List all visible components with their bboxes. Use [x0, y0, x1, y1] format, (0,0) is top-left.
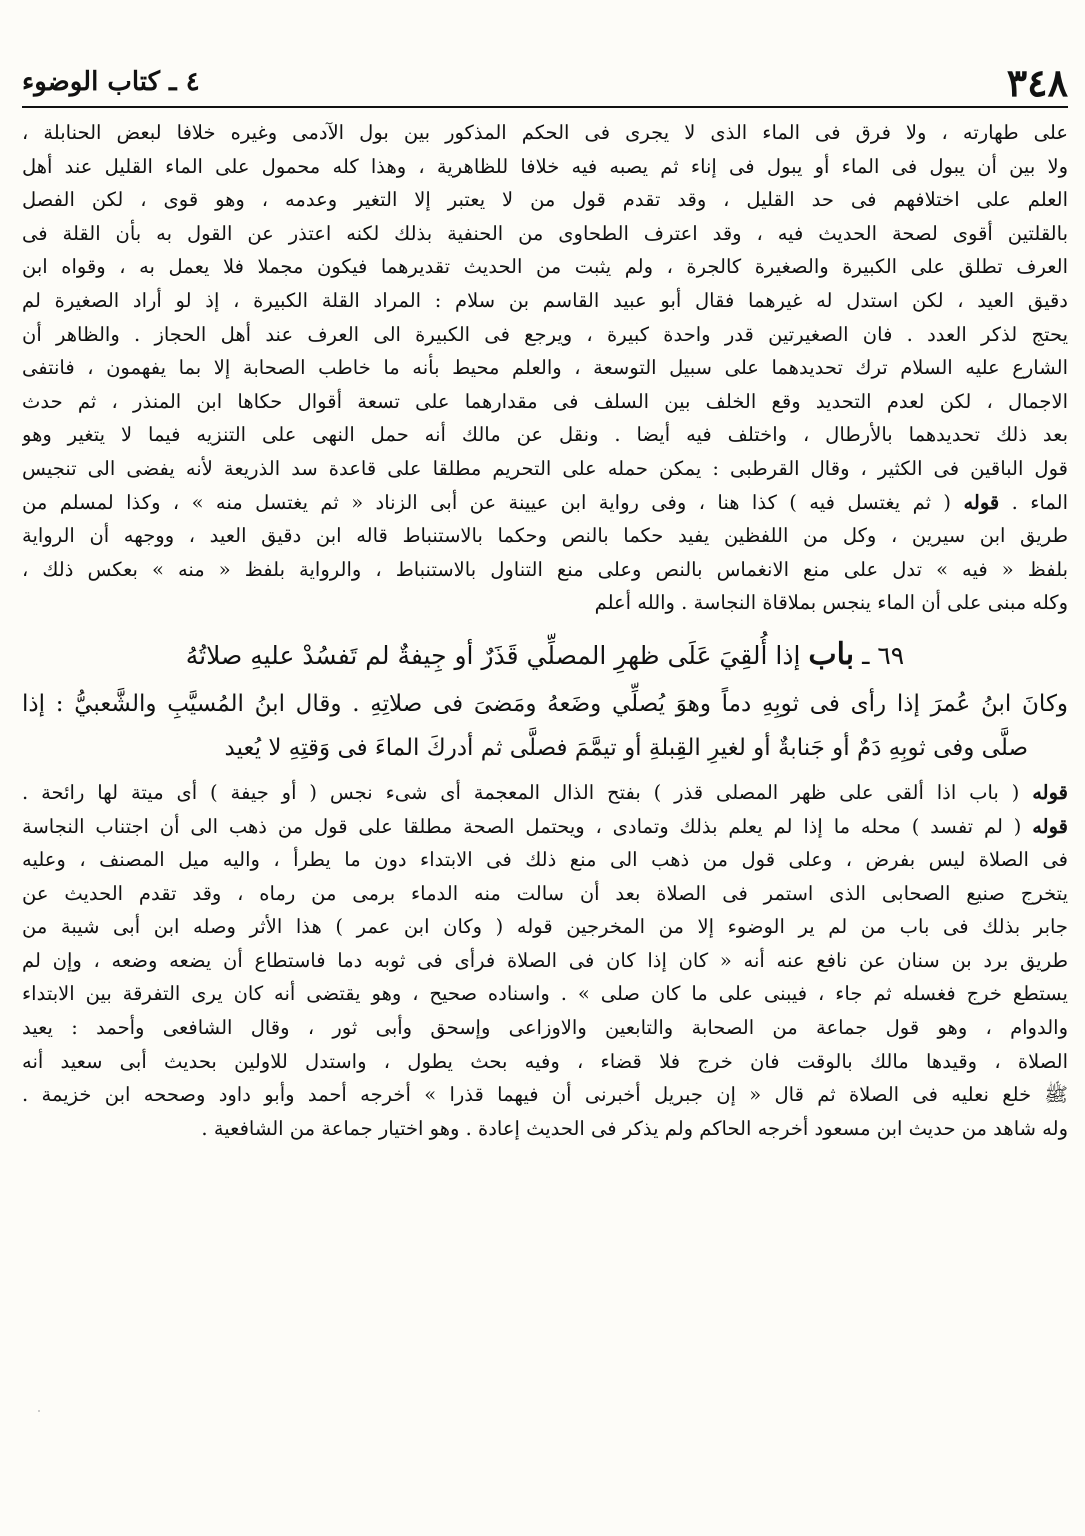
chapter-heading [22, 628, 1068, 682]
text-line: دقيق العيد ، لكن استدل له غيرهما فقال أبو عبيد القاسم بن سلام : المراد القلة الكبيرة ، إذ لو أراد الصغيرة لم [22, 288, 1068, 312]
text-line: العرف تطلق على الكبيرة والصغيرة كالجرة ، ولم يثبت من الحديث تقديرهما فيكون مجملا فلا يعمل به ، وقواه ابن [22, 255, 1068, 279]
sharh-text: ( باب اذا ألقى على ظهر المصلى قذر ) بفتح الذال المعجمة أى شىء نجس ( أو جيفة ) أى ميتة لها رائحة . [22, 780, 1033, 804]
sharh-text: ( لم تفسد ) محله ما إذا لم يعلم بذلك وتمادى ، ويحتمل الصحة مطلقا على قول من ذهب الى أن اجتناب النجاسة [22, 814, 1033, 838]
sharh-line: الصلاة ، وقيدها مالك بالوقت فان خرج فلا قضاء ، وفيه بحث يطول ، واستدل للاولين بحديث أبى سعيد أنه [22, 1049, 1068, 1073]
matn-line: وكانَ ابنُ عُمرَ إذا رأى فى ثوبِهِ دماً وهوَ يُصلِّي وضَعهُ ومَضىَ فى صلاتِهِ . وقال ابنُ المُسيَّبِ والشَّعبيُّ : إذا [22, 690, 1068, 717]
sharh-line: يستطع خرج فغسله ثم جاء ، فيبنى على ما كان صلى » . واسناده صحيح ، وهو يقتضى أنه كان يرى التفرقة بين الابتداء [22, 982, 1068, 1006]
sharh-line: والدوام ، وهو قول جماعة من الصحابة والتابعين والاوزاعى وإسحق وأبى ثور ، وقال الشافعى وأحمد : يعيد [22, 1016, 1068, 1040]
text-line: بلفظ « فيه » تدل على منع الانغماس بالنص وعلى منع التناول بالاستنباط ، والرواية بلفظ « منه » بعكس ذلك ، [22, 557, 1068, 581]
sharh-line: ﷺ خلع نعليه فى الصلاة ثم قال « إن جبريل أخبرنى أن فيهما قذرا » أخرجه أحمد وأبو داود وصححه ابن خزيمة . [22, 1083, 1068, 1107]
header-rule [22, 106, 1068, 108]
line-rest: ( ثم يغتسل فيه ) كذا هنا ، وفى رواية ابن عيينة عن أبى الزناد « ثم يغتسل منه » ، وكذا لمسلم من [22, 490, 964, 514]
sharh-line: وله شاهد من حديث ابن مسعود أخرجه الحاكم ولم يذكر فى الحديث إعادة . وهو اختيار جماعة من الشافعية . [201, 1116, 1068, 1140]
chapter-number: ٦٩ ـ [862, 640, 905, 670]
text-line: بالقلتين أقوى لصحة الحديث فيه ، وقد اعترف الطحاوى من الحنفية بذلك لكنه اعتذر عن القول به بأن القلة فى [22, 221, 1068, 245]
commentary-top [22, 116, 1068, 620]
text-line: العلم على اختلافهم فى حد القليل ، وقد تقدم قول من لا يعتبر إلا التغير وعدمه ، وهو قوى ، لكن الفصل [22, 188, 1068, 212]
chapter-label: باب [808, 636, 855, 672]
text-line: طريق ابن سيرين ، وكل من اللفظين يفيد حكما بالنص وحكما بالاستنباط قاله ابن دقيق العيد ، ووجهه أن الرواية [22, 524, 1068, 548]
sharh [22, 776, 1068, 1146]
text-line: يحتج لذكر العدد . فان الصغيرتين قدر واحدة كبيرة ، ويرجع فى الكبيرة الى العرف عند أهل الحجاز . والظاهر أن [22, 322, 1068, 346]
running-title: ٤ ـ كتاب الوضوء [22, 67, 200, 97]
text-line-with-qol [22, 486, 1068, 520]
text-line: بعد ذلك تحديدهما بالأرطال ، واختلف فيه أيضا . ونقل عن مالك أنه حمل النهى على التنزيه فيما لا يتغير وهو [22, 423, 1068, 447]
sharh-line: يتخرج صنيع الصحابى الذى استمر فى الصلاة بعد أن سالت منه الدماء برمى من رماه ، وقد تقدم الحديث عن [22, 881, 1068, 905]
scan-speck [38, 1410, 40, 1412]
text-line: على طهارته ، ولا فرق فى الماء الذى لا يجرى فى الحكم المذكور بين بول الآدمى وغيره خلافا لبعض الحنابلة ، [22, 121, 1068, 144]
qol-marker: قوله [1032, 780, 1068, 804]
sharh-line: جابر بذلك فى باب من لم ير الوضوء إلا من المخرجين قوله ( وكان ابن عمر ) هذا الأثر وصله ابن أبى شيبة من [22, 915, 1068, 939]
text-line: الشارع عليه السلام ترك تحديدهما على سبيل التوسعة ، والعلم محيط بأنه ما خاطب الصحابة إلا بما يفهمون ، فانتفى [22, 356, 1068, 380]
text-line: وكله مبنى على أن الماء ينجس بملاقاة النجاسة . والله أعلم [594, 591, 1068, 615]
sharh-line: فى الصلاة ليس بفرض ، وعلى قول من ذهب الى منع ذلك فى الابتداء دون ما يطرأ ، واليه ميل المصنف ، وعليه [22, 848, 1068, 872]
qol-marker: قوله [963, 490, 1000, 514]
matn [22, 682, 1068, 770]
page-body [22, 116, 1068, 1145]
text-line: قول الباقين فى الكثير ، وقال القرطبى : يمكن حمله على التحريم مطلقا على قاعدة سد الذريعة لأنه يفضى الى تنجيس [22, 456, 1068, 480]
page-header [22, 58, 1068, 106]
line-prefix: الماء . [999, 490, 1068, 514]
chapter-title: إذا أُلقِيَ عَلَى ظهرِ المصلِّي قَذَرٌ أو جِيفةٌ لم تَفسُدْ عليهِ صلاتُهُ [185, 640, 801, 670]
text-line: ولا بين أن يبول فى الماء أو يبول فى إناء ثم يصبه فيه خلافا للظاهرية ، وهذا كله محمول على الماء القليل عند أهل [22, 154, 1068, 178]
page-number: ٣٤٨ [1006, 59, 1068, 105]
sharh-line [22, 776, 1068, 810]
text-line: الاجمال ، لكن لعدم التحديد وقع الخلف بين السلف فى مقدارهما على تسعة أقوال حكاها ابن المنذر ، ثم حدث [22, 389, 1068, 413]
sharh-line [22, 810, 1068, 844]
sharh-line: طريق برد بن سنان عن نافع عنه أنه « كان إذا كان فى الصلاة فرأى فى ثوبه دما فاستطاع أن يضعه وضعه ، وإن لم [22, 948, 1068, 972]
qol-marker: قوله [1032, 814, 1068, 838]
matn-line: صلَّى وفى ثوبِهِ دَمٌ أو جَنابةٌ أو لغيرِ القِبلةِ أو تيمَّمَ فصلَّى ثم أدركَ الماءَ فى وَقتِهِ لا يُعيد [224, 734, 1028, 761]
